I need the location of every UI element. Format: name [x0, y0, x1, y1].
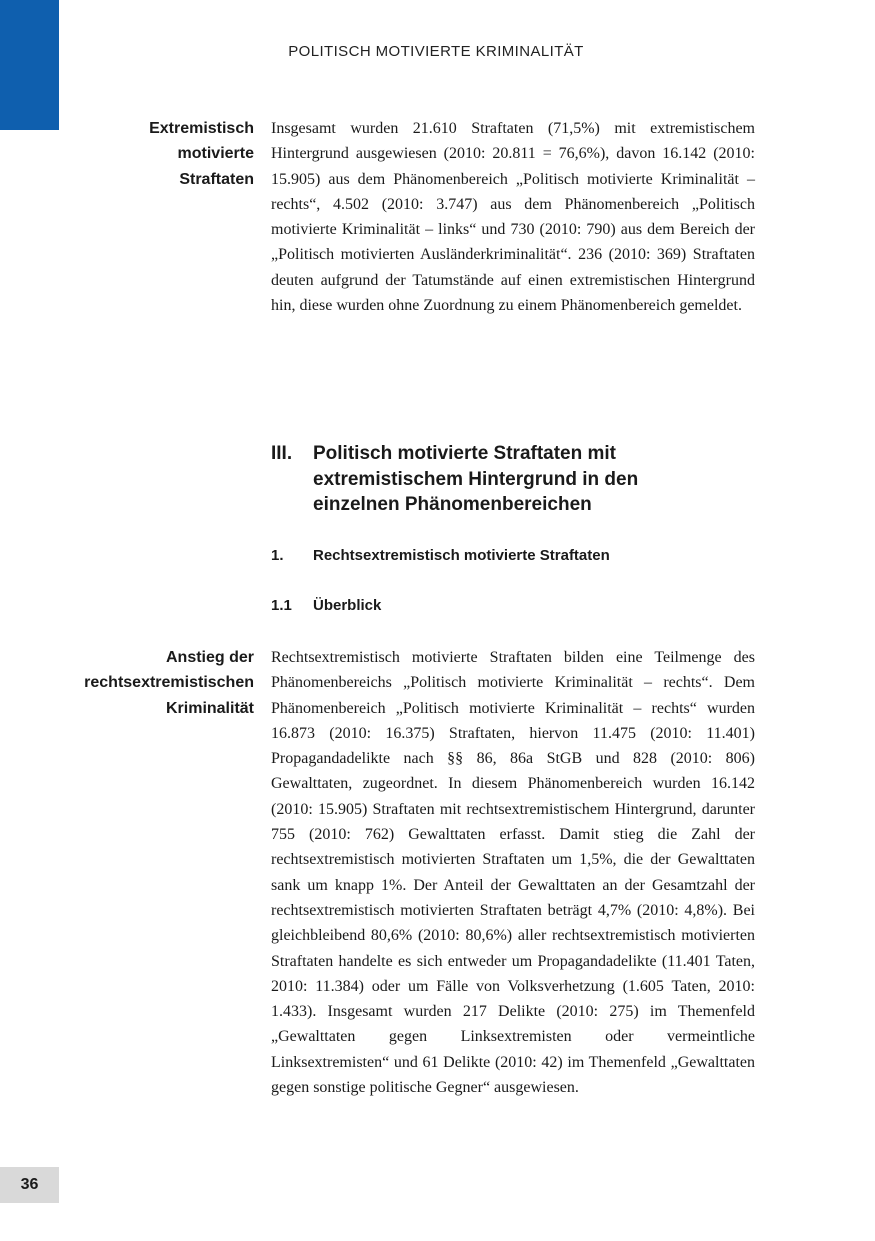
chapter-color-tab	[0, 0, 59, 130]
margin-note-line: motivierte	[177, 145, 254, 163]
paragraph-right-wing-overview: Rechtsextremistisch motivierte Straftaten bilden eine Teilmenge des Phänomenbereichs „Politisch motivierte Kriminalität – rechts“. Dem Phänomenbereich „Politisch motivierte Kriminalität – rechts“ wurden 16.873 (2010: 16.375) Straftaten, hiervon 11.475 (2010: 11.401) Propagandadelikte nach §§ 86, 86a StGB und 828 (2010: 806) Gewalttaten, zugeordnet. In diesem Phänomenbereich wurden 16.142 (2010: 15.905) Straftaten mit rechtsextremistischem Hintergrund, darunter 755 (2010: 762) Gewalttaten erfasst. Damit stieg die Zahl der rechtsextremistisch motivierten Straftaten um 1,5%, die der Gewalttaten sank um knapp 1%. Der Anteil der Gewalttaten an der Gesamtzahl der rechtsextremistisch motivierten Straftaten beträgt 4,7% (2010: 4,8%). Bei gleichbleibend 80,6% (2010: 80,6%) aller rechtsextremistisch motivierten Straftaten handelte es sich entweder um Propagandadelikte (11.401 Taten, 2010: 11.384) oder um Fälle von Volksverhetzung (1.605 Taten, 2010: 1.433). Insgesamt wurden 217 Delikte (2010: 275) im Themenfeld „Gewalttaten gegen Linksextremisten oder vermeintliche Linksextremisten“ und 61 Delikte (2010: 42) im Themenfeld „Gewalttaten gegen sonstige politische Gegner“ ausgewiesen.	[271, 649, 755, 1097]
section-title	[313, 441, 693, 518]
margin-note-line: Anstieg der	[165, 649, 254, 666]
subsection-number: 1.1	[271, 597, 292, 614]
section-title-line: extremistischem Hintergrund in den	[313, 468, 639, 490]
subsection-number: 1.	[271, 547, 284, 564]
running-header: POLITISCH MOTIVIERTE KRIMINALITÄT	[288, 43, 584, 60]
page-number: 36	[0, 1167, 59, 1203]
margin-note-line: Straftaten	[179, 170, 254, 188]
margin-note-line: Extremistisch	[149, 120, 254, 137]
margin-note-line: rechtsextremistischen	[84, 674, 254, 692]
margin-note-extremist-offences	[40, 116, 254, 192]
section-title-line: einzelnen Phänomenbereichen	[313, 494, 592, 515]
section-number: III.	[271, 443, 293, 464]
subsection-title: Rechtsextremistisch motivierte Straftaten	[313, 547, 610, 564]
section-title-line: Politisch motivierte Straftaten mit	[313, 443, 617, 464]
margin-note-rise-right-wing	[40, 645, 254, 721]
subsection-title: Überblick	[313, 597, 382, 614]
margin-note-line: Kriminalität	[165, 699, 254, 717]
paragraph-extremist-offences: Insgesamt wurden 21.610 Straftaten (71,5%) mit extremistischem Hintergrund ausgewiesen (2010: 20.811 = 76,6%), davon 16.142 (2010: 15.905) aus dem Phänomenbereich „Politisch motivierte Kriminalität – rechts“, 4.502 (2010: 3.747) aus dem Phänomenbereich „Politisch motivierte Kriminalität – links“ und 730 (2010: 790) aus dem Bereich der „Politisch motivierten Ausländerkriminalität“. 236 (2010: 369) Straftaten deuten aufgrund der Tatumstände auf einen extremistischen Hintergrund hin, diese wurden ohne Zuordnung zu einem Phänomenbereich gemeldet.	[271, 120, 755, 315]
